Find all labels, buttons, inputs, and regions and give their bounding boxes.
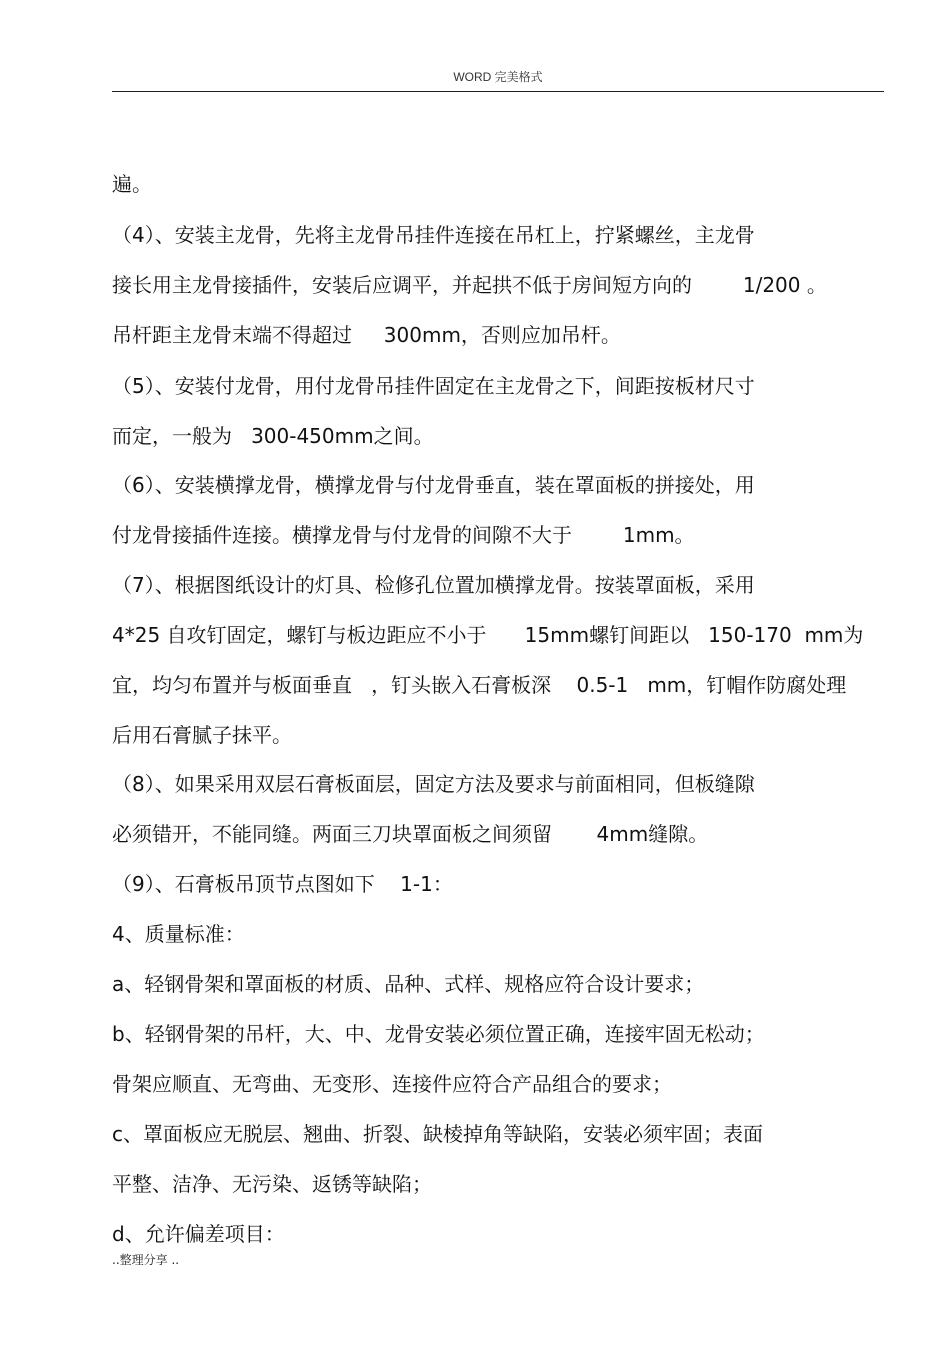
text-line: （6）、安装横撑龙骨，横撑龙骨与付龙骨垂直，装在罩面板的拼接处，用 bbox=[112, 473, 755, 497]
header-rule bbox=[112, 91, 884, 92]
text-line: 付龙骨接插件连接。横撑龙骨与付龙骨的间隙不大于 1mm。 bbox=[112, 523, 695, 547]
text-line: （8）、如果采用双层石膏板面层，固定方法及要求与前面相同，但板缝隙 bbox=[112, 772, 755, 796]
text-line: 遍。 bbox=[112, 172, 152, 196]
text-line: 接长用主龙骨接插件，安装后应调平，并起拱不低于房间短方向的 1/200 。 bbox=[112, 273, 827, 297]
page-header-title: WORD 完美格式 bbox=[453, 70, 543, 84]
section-heading: 4、质量标准： bbox=[112, 922, 245, 946]
text-line: c、罩面板应无脱层、翘曲、折裂、缺棱掉角等缺陷，安装必须牢固；表面 bbox=[112, 1122, 763, 1146]
text-line: 必须错开，不能同缝。两面三刀块罩面板之间须留 4mm缝隙。 bbox=[112, 822, 709, 846]
page-footer: ..整理分享 .. bbox=[112, 1253, 180, 1267]
text-line: 平整、洁净、无污染、返锈等缺陷； bbox=[112, 1172, 432, 1196]
text-line: 宜，均匀布置并与板面垂直 ，钉头嵌入石膏板深 0.5-1 mm，钉帽作防腐处理 bbox=[112, 673, 847, 697]
text-line: b、轻钢骨架的吊杆，大、中、龙骨安装必须位置正确，连接牢固无松动； bbox=[112, 1022, 765, 1046]
text-line: （7）、根据图纸设计的灯具、检修孔位置加横撑龙骨。按装罩面板，采用 bbox=[112, 573, 755, 597]
text-line: d、允许偏差项目： bbox=[112, 1222, 285, 1246]
text-line: 后用石膏腻子抹平。 bbox=[112, 723, 292, 747]
text-line: 骨架应顺直、无弯曲、无变形、连接件应符合产品组合的要求； bbox=[112, 1072, 672, 1096]
text-line: 而定，一般为 300-450mm之间。 bbox=[112, 424, 434, 448]
text-line: （9）、石膏板吊顶节点图如下 1-1： bbox=[112, 872, 453, 896]
text-line: 吊杆距主龙骨末端不得超过 300mm，否则应加吊杆。 bbox=[112, 323, 621, 347]
text-line: 4*25 自攻钉固定，螺钉与板边距应不小于 15mm螺钉间距以 150-170 mm为 bbox=[112, 623, 864, 647]
text-line: （4）、安装主龙骨，先将主龙骨吊挂件连接在吊杠上，拧紧螺丝，主龙骨 bbox=[112, 223, 755, 247]
text-line: （5）、安装付龙骨，用付龙骨吊挂件固定在主龙骨之下，间距按板材尺寸 bbox=[112, 374, 755, 398]
text-line: a、轻钢骨架和罩面板的材质、品种、式样、规格应符合设计要求； bbox=[112, 972, 705, 996]
